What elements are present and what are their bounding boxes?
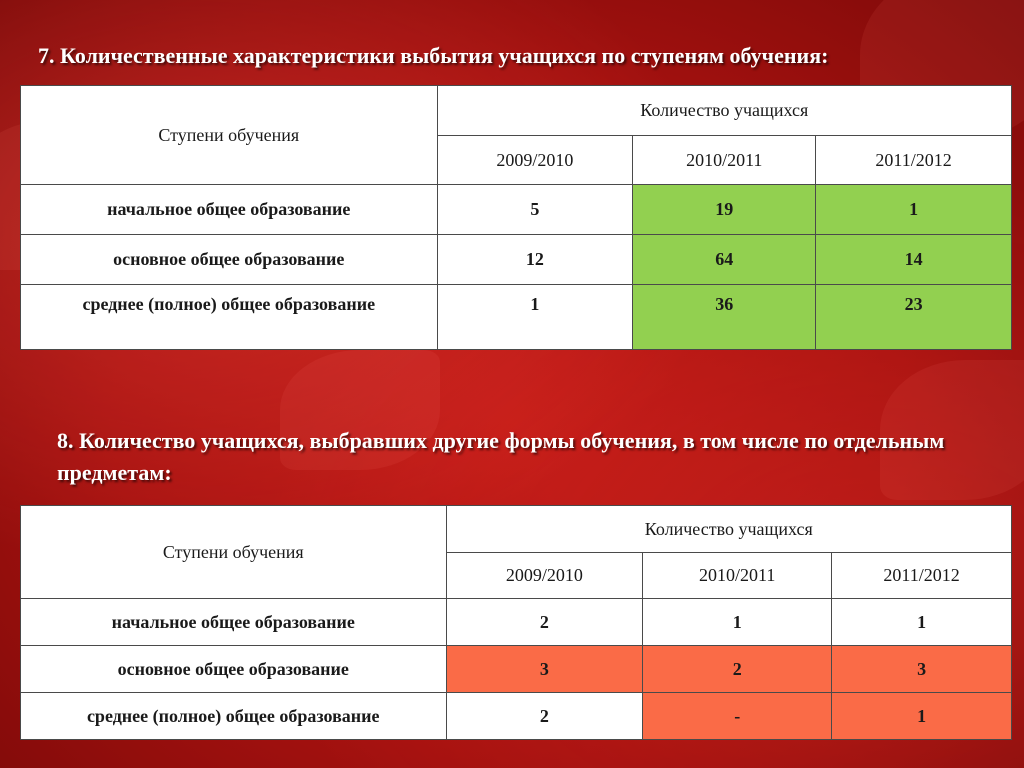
cell-value: 36: [633, 285, 816, 350]
table-row: [21, 599, 1012, 646]
cell-value: 1: [437, 285, 633, 350]
table-row: [21, 693, 1012, 740]
table-row: [21, 235, 1012, 285]
cell-value: 1: [832, 693, 1012, 740]
header-year: 2011/2012: [816, 136, 1012, 185]
row-label: начальное общее образование: [21, 185, 438, 235]
section7-title: 7. Количественные характеристики выбытия учащихся по ступеням обучения:: [38, 43, 829, 68]
table-other-forms-by-stage: [20, 505, 1012, 740]
cell-value: 19: [633, 185, 816, 235]
cell-value: 2: [446, 599, 643, 646]
section8-title: 8. Количество учащихся, выбравших другие формы обучения, в том числе по отдельным предметам:: [57, 428, 945, 485]
cell-value: 3: [832, 646, 1012, 693]
table-row: [21, 646, 1012, 693]
cell-value: 14: [816, 235, 1012, 285]
cell-value: 23: [816, 285, 1012, 350]
header-year: 2009/2010: [437, 136, 633, 185]
cell-value: 3: [446, 646, 643, 693]
row-label: основное общее образование: [21, 646, 447, 693]
cell-value: 1: [832, 599, 1012, 646]
cell-value: 64: [633, 235, 816, 285]
cell-value: 1: [643, 599, 832, 646]
table-row: [21, 185, 1012, 235]
cell-value: 2: [446, 693, 643, 740]
row-label: основное общее образование: [21, 235, 438, 285]
table-row: [21, 285, 1012, 350]
header-stage: Ступени обучения: [21, 86, 438, 185]
cell-value: 1: [816, 185, 1012, 235]
header-year: 2011/2012: [832, 553, 1012, 599]
row-label: среднее (полное) общее образование: [21, 693, 447, 740]
table-withdrawal-by-stage: [20, 85, 1012, 350]
cell-value: 2: [643, 646, 832, 693]
cell-value: -: [643, 693, 832, 740]
row-label: среднее (полное) общее образование: [21, 285, 438, 350]
cell-value: 5: [437, 185, 633, 235]
header-year: 2010/2011: [643, 553, 832, 599]
header-count: Количество учащихся: [446, 506, 1012, 553]
header-year: 2010/2011: [633, 136, 816, 185]
header-stage: Ступени обучения: [21, 506, 447, 599]
cell-value: 12: [437, 235, 633, 285]
header-year: 2009/2010: [446, 553, 643, 599]
header-count: Количество учащихся: [437, 86, 1011, 136]
row-label: начальное общее образование: [21, 599, 447, 646]
